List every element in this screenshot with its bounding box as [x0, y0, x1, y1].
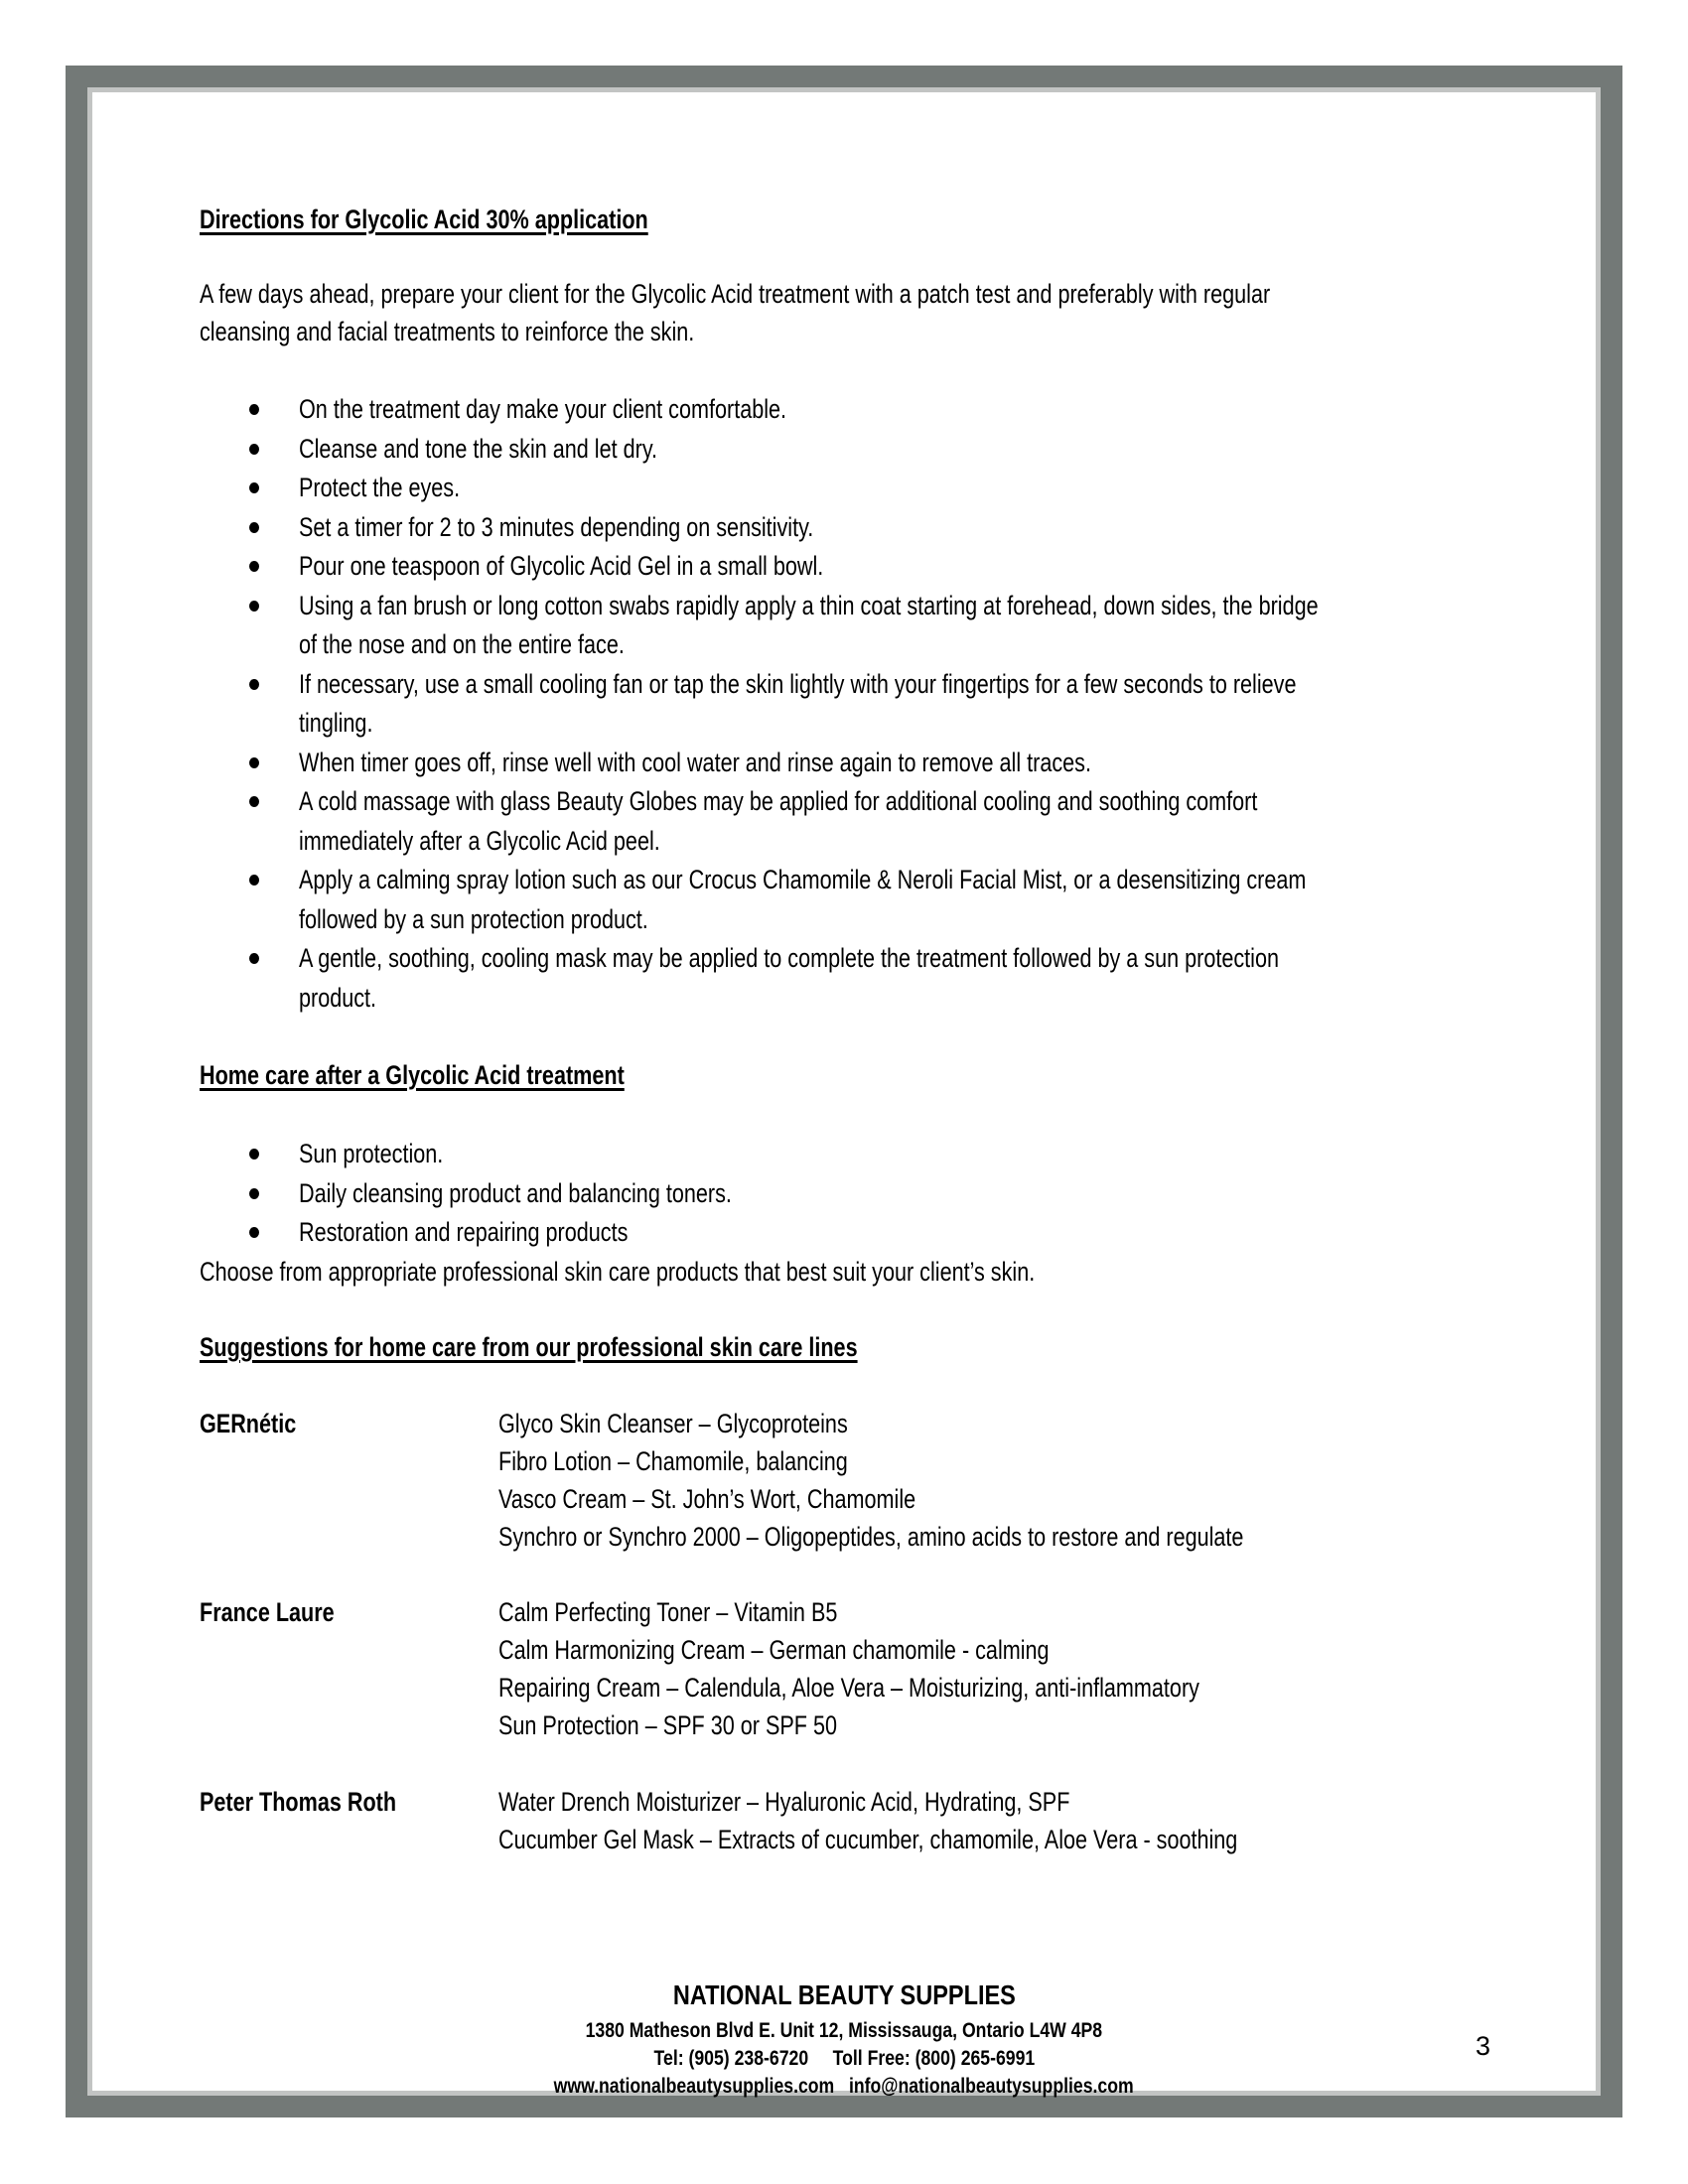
direction-item-line: A cold massage with glass Beauty Globes may be applied for additional cooling and soothing comfort: [299, 786, 1258, 816]
bullet-icon: [249, 953, 259, 964]
home-care-item: Sun protection.: [299, 1139, 444, 1168]
direction-item-line: If necessary, use a small cooling fan or tap the skin lightly with your fingertips for a few seconds to relieve: [299, 668, 1297, 699]
bullet-icon: [249, 875, 259, 886]
direction-item-line: tingling.: [299, 708, 373, 738]
direction-item-line: followed by a sun protection product.: [299, 903, 648, 934]
direction-item-line: When timer goes off, rinse well with cool water and rinse again to remove all traces.: [299, 747, 1091, 777]
bullet-icon: [249, 1227, 259, 1238]
home-care-item: Daily cleansing product and balancing toners.: [299, 1177, 732, 1208]
brand-product: Calm Perfecting Toner – Vitamin B5: [498, 1597, 838, 1627]
brand-name: GERnétic: [200, 1409, 297, 1438]
brand-product: Vasco Cream – St. John’s Wort, Chamomile: [498, 1484, 916, 1514]
bullet-icon: [249, 679, 259, 690]
bullet-icon: [249, 522, 259, 533]
bullet-icon: [249, 1149, 259, 1160]
brand-name: Peter Thomas Roth: [200, 1787, 397, 1817]
footer-web-email: [0, 2074, 1688, 2100]
brand-product: Repairing Cream – Calendula, Aloe Vera – Moisturizing, anti-inflammatory: [498, 1673, 1199, 1703]
brand-product: Glyco Skin Cleanser – Glycoproteins: [498, 1409, 848, 1438]
direction-item-line: A gentle, soothing, cooling mask may be applied to complete the treatment followed by a sun protection: [299, 943, 1279, 973]
footer-company-name: [0, 1979, 1688, 2012]
brand-product: Synchro or Synchro 2000 – Oligopeptides, amino acids to restore and regulate: [498, 1522, 1244, 1552]
intro-line-1: A few days ahead, prepare your client for the Glycolic Acid treatment with a patch test and preferably with regular: [200, 279, 1271, 309]
bullet-icon: [249, 404, 259, 415]
direction-item-line: product.: [299, 982, 377, 1013]
brand-product: Fibro Lotion – Chamomile, balancing: [498, 1446, 848, 1476]
footer-phones-text: Tel: (905) 238-6720 Toll Free: (800) 265-6991: [653, 2047, 1035, 2070]
section-heading-home-care: Home care after a Glycolic Acid treatment: [200, 1060, 625, 1090]
bullet-icon: [249, 561, 259, 572]
footer-phones: [0, 2046, 1688, 2072]
intro-line-2: cleansing and facial treatments to reinforce the skin.: [200, 317, 695, 346]
bullet-icon: [249, 601, 259, 612]
page-number: 3: [1476, 2031, 1491, 2061]
direction-item-line: of the nose and on the entire face.: [299, 629, 625, 659]
direction-item-line: Apply a calming spray lotion such as our Crocus Chamomile & Neroli Facial Mist, or a desensitizing cream: [299, 865, 1307, 894]
bullet-icon: [249, 796, 259, 807]
footer-web-email-text: www.nationalbeautysupplies.com info@nationalbeautysupplies.com: [553, 2075, 1135, 2098]
footer-company-text: NATIONAL BEAUTY SUPPLIES: [672, 1979, 1016, 2010]
brand-name: France Laure: [200, 1597, 335, 1627]
footer-address: [0, 2018, 1688, 2044]
brand-product: Sun Protection – SPF 30 or SPF 50: [498, 1710, 837, 1740]
direction-item-line: Using a fan brush or long cotton swabs rapidly apply a thin coat starting at forehead, down sides, the bridge: [299, 590, 1319, 620]
direction-item-line: Cleanse and tone the skin and let dry.: [299, 433, 658, 464]
bullet-icon: [249, 482, 259, 493]
brand-product: Calm Harmonizing Cream – German chamomile - calming: [498, 1635, 1050, 1665]
bullet-icon: [249, 757, 259, 768]
bullet-icon: [249, 444, 259, 455]
bullet-icon: [249, 1188, 259, 1199]
direction-item-line: immediately after a Glycolic Acid peel.: [299, 825, 660, 856]
footer-address-text: 1380 Matheson Blvd E. Unit 12, Mississauga, Ontario L4W 4P8: [585, 2019, 1103, 2042]
direction-item-line: Pour one teaspoon of Glycolic Acid Gel in a small bowl.: [299, 551, 824, 581]
direction-item-line: Set a timer for 2 to 3 minutes depending on sensitivity.: [299, 511, 814, 542]
direction-item-line: Protect the eyes.: [299, 473, 461, 502]
home-care-item: Restoration and repairing products: [299, 1217, 629, 1247]
section-heading-suggestions: Suggestions for home care from our professional skin care lines: [200, 1332, 858, 1362]
brand-product: Water Drench Moisturizer – Hyaluronic Acid, Hydrating, SPF: [498, 1787, 1070, 1817]
section-heading-directions: Directions for Glycolic Acid 30% application: [200, 205, 648, 234]
brand-product: Cucumber Gel Mask – Extracts of cucumber, chamomile, Aloe Vera - soothing: [498, 1825, 1238, 1854]
home-care-closing-text: Choose from appropriate professional skin care products that best suit your client’s skin.: [200, 1257, 1036, 1287]
direction-item-line: On the treatment day make your client comfortable.: [299, 394, 787, 424]
